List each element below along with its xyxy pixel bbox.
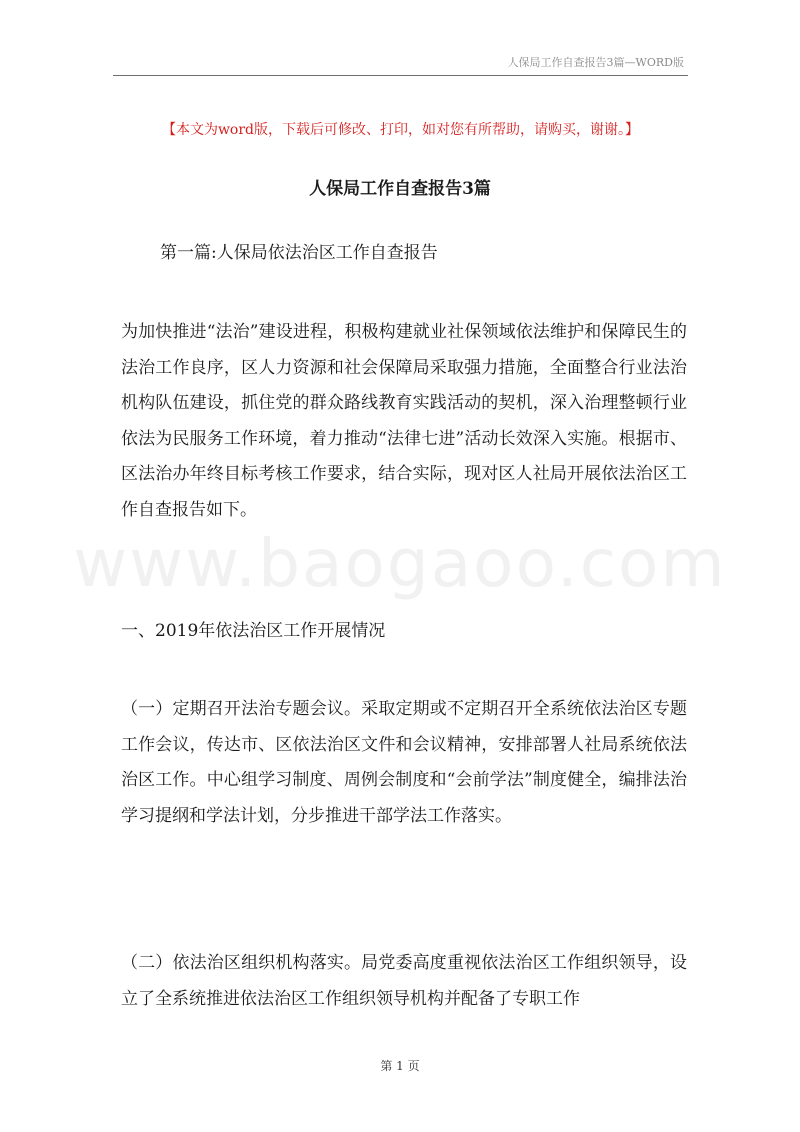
header-rule <box>113 75 688 76</box>
document-title: 人保局工作自查报告3篇 <box>309 179 491 199</box>
page-number: 第 1 页 <box>380 1059 420 1073</box>
paragraph-intro: 为加快推进“法治”建设进程，积极构建就业社保领域依法维护和保障民生的法治工作良序，区人力资源和社会保障局采取强力措施，全面整合行业法治机构队伍建设，抓住党的群众路线教育实践活动的契机，深入治理整顿行业依法为民服务工作环境，着力推动“法律七进”活动长效深入实施。根据市、区法治办年终目标考核工作要求，结合实际，现对区人社局开展依法治区工作自查报告如下。 <box>121 322 687 520</box>
part-subtitle: 第一篇:人保局依法治区工作自查报告 <box>160 243 438 263</box>
section-heading: 一、2019年依法治区工作开展情况 <box>121 621 386 641</box>
purchase-notice: 【本文为word版，下载后可修改、打印，如对您有所帮助，请购买，谢谢。】 <box>161 122 640 138</box>
paragraph-organization: （二）依法治区组织机构落实。局党委高度重视依法治区工作组织领导，设立了全系统推进依法治区工作组织领导机构并配备了专职工作 <box>121 953 687 1009</box>
paragraph-meetings: （一）定期召开法治专题会议。采取定期或不定期召开全系统依法治区专题工作会议，传达市、区依法治区文件和会议精神，安排部署人社局系统依法治区工作。中心组学习制度、周例会制度和“会前学法”制度健全，编排法治学习提纲和学法计划，分步推进干部学法工作落实。 <box>121 699 687 826</box>
running-header: 人保局工作自查报告3篇—WORD版 <box>507 56 684 69</box>
watermark: www.baogaoo.com <box>73 525 727 602</box>
